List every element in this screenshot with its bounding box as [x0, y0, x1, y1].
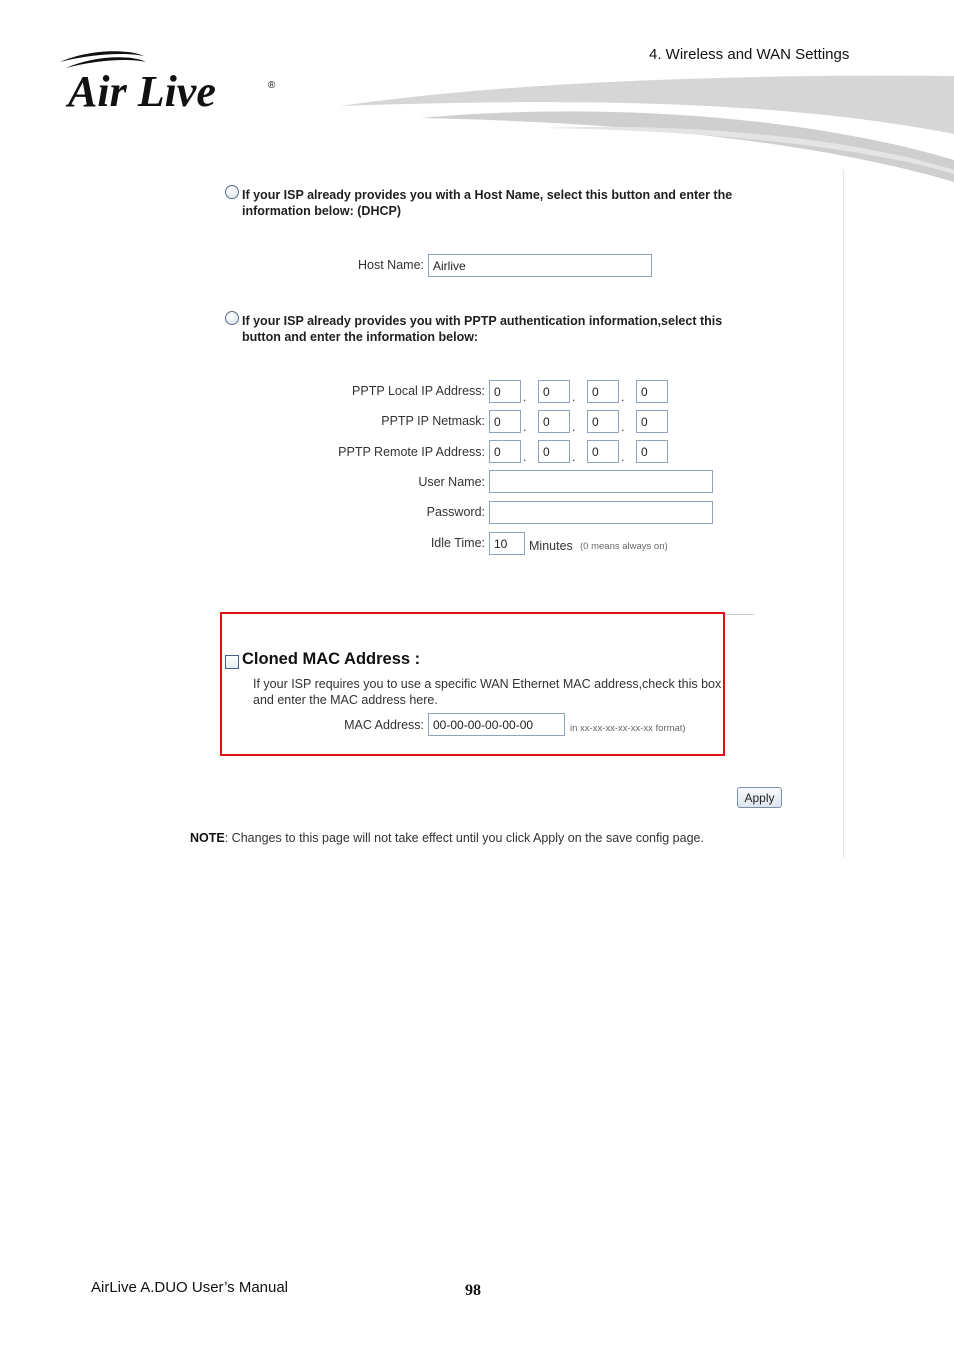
ip-dot: . [572, 390, 576, 404]
pptp-remote-ip-label: PPTP Remote IP Address: [338, 445, 485, 459]
ip-dot: . [523, 420, 527, 434]
logo-text: Air Live [68, 67, 216, 116]
apply-button[interactable]: Apply [737, 787, 782, 808]
manual-title: AirLive A.DUO User’s Manual [91, 1279, 289, 1296]
airlive-logo [56, 48, 286, 116]
page-number: 98 [465, 1282, 481, 1299]
pptp-local-ip-octet-2[interactable] [538, 380, 570, 403]
pptp-local-ip-octet-3[interactable] [587, 380, 619, 403]
idle-time-input[interactable] [489, 532, 525, 555]
pptp-netmask-octet-3[interactable] [587, 410, 619, 433]
mac-address-label: MAC Address: [344, 718, 424, 732]
dhcp-radio[interactable] [225, 185, 239, 199]
pptp-local-ip-octet-4[interactable] [636, 380, 668, 403]
idle-time-note: (0 means always on) [580, 541, 668, 552]
pptp-radio[interactable] [225, 311, 239, 325]
pptp-netmask-label: PPTP IP Netmask: [381, 414, 485, 428]
pptp-remote-ip-octet-2[interactable] [538, 440, 570, 463]
pptp-remote-ip-octet-3[interactable] [587, 440, 619, 463]
ip-dot: . [621, 450, 625, 464]
ip-dot: . [621, 420, 625, 434]
pptp-netmask-octet-1[interactable] [489, 410, 521, 433]
user-name-label: User Name: [418, 475, 485, 489]
settings-note [190, 831, 704, 845]
pptp-remote-ip-octet-1[interactable] [489, 440, 521, 463]
note-prefix: NOTE [190, 831, 225, 845]
minutes-label: Minutes [529, 539, 573, 553]
pptp-remote-ip-octet-4[interactable] [636, 440, 668, 463]
host-name-label: Host Name: [358, 258, 424, 272]
ip-dot: . [523, 450, 527, 464]
user-name-input[interactable] [489, 470, 713, 493]
mac-format-note: in xx-xx-xx-xx-xx-xx format) [570, 723, 686, 734]
note-text: : Changes to this page will not take effect until you click Apply on the save config page. [224, 831, 704, 845]
cloned-mac-description: If your ISP requires you to use a specific WAN Ethernet MAC address,check this box and enter the MAC address here. [253, 677, 722, 707]
pptp-local-ip-octet-1[interactable] [489, 380, 521, 403]
host-name-input[interactable] [428, 254, 652, 277]
section-divider [724, 614, 754, 615]
cloned-mac-title: Cloned MAC Address : [242, 650, 421, 668]
password-input[interactable] [489, 501, 713, 524]
mac-address-input[interactable] [428, 713, 565, 736]
pptp-local-ip-label: PPTP Local IP Address: [352, 384, 485, 398]
ip-dot: . [572, 450, 576, 464]
chapter-title: 4. Wireless and WAN Settings [649, 46, 850, 63]
ip-dot: . [572, 420, 576, 434]
cloned-mac-checkbox[interactable] [225, 655, 239, 669]
ip-dot: . [523, 390, 527, 404]
idle-time-label: Idle Time: [430, 536, 485, 550]
ip-dot: . [621, 390, 625, 404]
registered-mark: ® [268, 80, 276, 91]
dhcp-option-text: If your ISP already provides you with a Host Name, select this button and enter the information below: (DHCP) [242, 188, 733, 218]
pptp-netmask-octet-2[interactable] [538, 410, 570, 433]
pptp-netmask-octet-4[interactable] [636, 410, 668, 433]
pptp-option-text: If your ISP already provides you with PPTP authentication information,select this button and enter the information below: [242, 314, 723, 344]
password-label: Password: [426, 505, 485, 519]
